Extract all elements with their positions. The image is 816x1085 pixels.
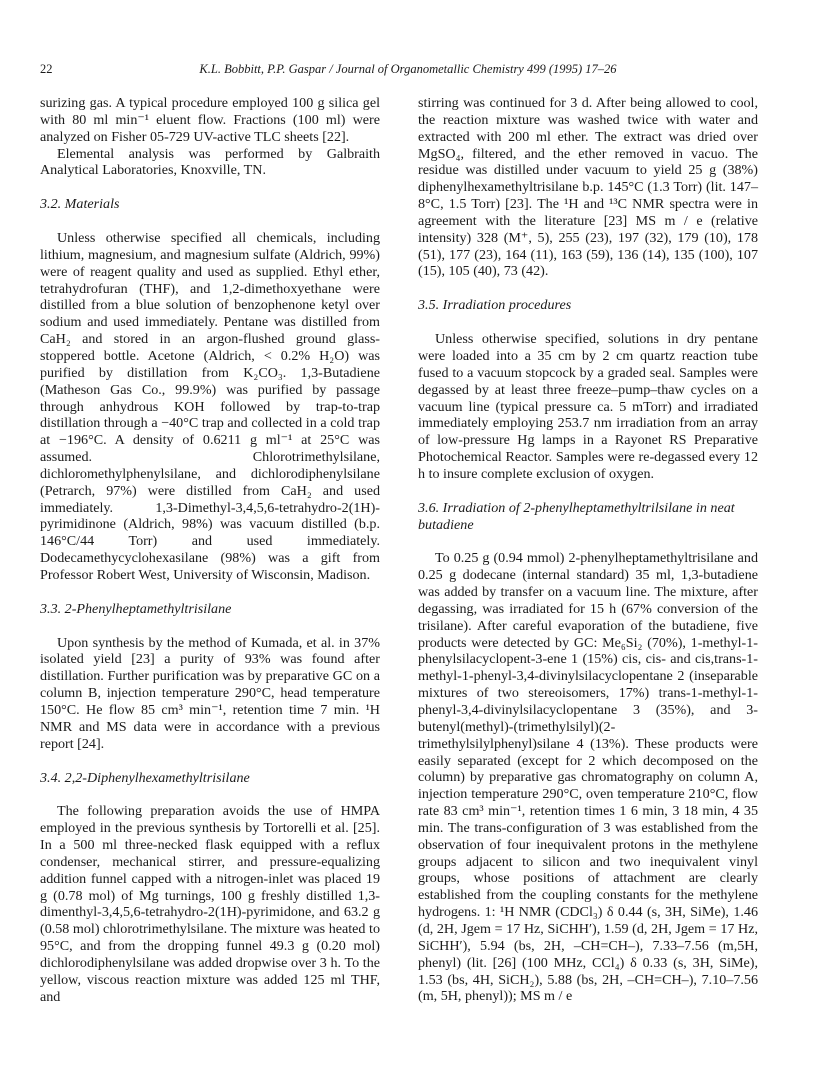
running-head: K.L. Bobbitt, P.P. Gaspar / Journal of Organometallic Chemistry 499 (1995) 17–26 bbox=[199, 62, 617, 76]
left-column bbox=[40, 95, 380, 1006]
paragraph: Unless otherwise specified all chemicals, including lithium, magnesium, and magnesium sulfate (Aldrich, 99%) were of reagent quality and used as supplied. Ethyl ether, tetrahydrofuran (THF), and 1,2-dimethoxyethane were distilled from a blue solution of benzophenone ketyl over sodium and used immediately. Pentane was distilled from CaH₂ and stored in an argon-flushed ground glass-stoppered bottle. Acetone (Aldrich, < 0.2% H₂O) was purified by distillation from K₂CO₃. 1,3-Butadiene (Matheson Gas Co., 99.9%) was purified by passage through anhydrous KOH followed by trap-to-trap distillation through a −40°C trap and collected in a cold trap at −196°C. A density of 0.6211 g ml⁻¹ at 25°C was assumed. Chlorotrimethylsilane, dichloromethylphenylsilane, and dichlorodiphenylsilane (Petrarch, 97%) were distilled from CaH₂ and used immediately. 1,3-Dimethyl-3,4,5,6-tetrahydro-2(1H)-pyrimidinone (Aldrich, 98%) was vacuum distilled (b.p. 146°C/44 Torr) and used immediately. Dodecamethycyclohexasilane (98%) was a gift from Professor Robert West, University of Wisconsin, Madison. bbox=[40, 230, 380, 583]
section-heading: 3.2. Materials bbox=[40, 196, 120, 213]
section-heading: 3.5. Irradiation procedures bbox=[418, 297, 572, 314]
page-number: 22 bbox=[40, 62, 53, 76]
paragraph: stirring was continued for 3 d. After being allowed to cool, the reaction mixture was washed twice with water and extracted with 200 ml ether. The extract was dried over MgSO₄, filtered, and the ether removed in vacuo. The residue was distilled under vacuum to yield 25 g (38%) diphenylhexamethyltrisilane b.p. 145°C (1.3 Torr) (lit. 147–8°C, 1.5 Torr) [23]. The ¹H and ¹³C NMR spectra were in agreement with the literature [23] MS m / e (relative intensity) 328 (M⁺, 5), 255 (23), 197 (32), 179 (10), 178 (51), 177 (23), 164 (11), 163 (59), 136 (14), 135 (100), 107 (15), 105 (40), 73 (42). bbox=[418, 95, 758, 280]
page-header bbox=[40, 62, 776, 82]
section-heading: 3.3. 2-Phenylheptamethyltrisilane bbox=[40, 600, 232, 617]
section-heading: 3.4. 2,2-Diphenylhexamethyltrisilane bbox=[40, 769, 250, 786]
paragraph: Unless otherwise specified, solutions in dry pentane were loaded into a 35 cm by 2 cm quartz reaction tube fused to a vacuum stopcock by a graded seal. Samples were degassed by at least three freeze–pump–thaw cycles on a vacuum line (typical pressure ca. 5 mTorr) and irradiated immediately employing 253.7 nm irradiation from an array of low-pressure Hg lamps in a Rayonet RS Preparative Photochemical Reactor. Samples were re-degassed every 12 h to insure complete exclusion of oxygen. bbox=[418, 331, 758, 482]
paragraph: Upon synthesis by the method of Kumada, et al. in 37% isolated yield [23] a purity of 93% was found after distillation. Further purification was by preparative GC on a column B, injection temperature 290°C, head temperature 150°C. He flow 85 cm³ min⁻¹, retention time 7 min. ¹H NMR and MS data were in accordance with a previous report [24]. bbox=[40, 634, 380, 752]
right-column bbox=[418, 95, 758, 1005]
paragraph: Elemental analysis was performed by Galbraith Analytical Laboratories, Knoxville, TN. bbox=[40, 145, 380, 179]
paragraph: The following preparation avoids the use of HMPA employed in the previous synthesis by Tortorelli et al. [25]. In a 500 ml three-necked flask equipped with a reflux condenser, mechanical stirrer, and pressure-equalizing addition funnel capped with a nitrogen-inlet was placed 19 g (0.78 mol) of Mg turnings, 100 g freshly distilled 1,3-dimenthyl-3,4,5,6-tetrahydro-2(1H)-pyrimidone, and 63.2 g (0.58 mol) chlorotrimethylsilane. The mixture was heated to 95°C, and from the dropping funnel 49.3 g (0.20 mol) dichlorodiphenylsilane was added dropwise over 3 h. To the yellow, viscous reaction mixture was added 125 ml THF, and bbox=[40, 803, 380, 1005]
paragraph: To 0.25 g (0.94 mmol) 2-phenylheptamethyltrisilane and 0.25 g dodecane (internal standard) 35 ml, 1,3-butadiene was added by transfer on a vacuum line. The mixture, after degassing, was irradiated for 15 h (67% conversion of the trisilane). After careful evaporation of the butadiene, five products were detected by GC: Me₆Si₂ (70%), 1-methyl-1-phenylsilacyclopent-3-ene 1 (15%) cis, cis- and cis,trans-1-methyl-1-phenyl-3,4-divinylsilacyclopentane 2 (inseparable mixtures of two stereoisomers, 17%) trans-1-methyl-1-phenyl-3,4-divinylsilacyclopentane 3 (35%), and 3-butenyl(methyl)-(trimethylsilyl)(2-trimethylsilylphenyl)silane 4 (13%). These products were easily separated (except for 2 which decomposed on the column) by preparative gas chromatography on column A, injection temperature 290°C, oven temperature 210°C, flow rate 83 cm³ min⁻¹, retention times 1 6 min, 3 18 min, 4 35 min. The trans-configuration of 3 was established from the observation of four inequivalent protons in the methylene groups adjacent to silicon and two inequivalent vinyl groups, whose positions of attachment are clearly established from the coupling constants for the methylene hydrogens. 1: ¹H NMR (CDCl₃) δ 0.44 (s, 3H, SiMe), 1.46 (d, 2H, Jgem = 17 Hz, SiCHH′), 1.59 (d, 2H, Jgem = 17 Hz, SiCHH′), 5.94 (bs, 2H, –CH=CH–), 7.33–7.56 (m,5H, phenyl) (lit. [26] (100 MHz, CCl₄) δ 0.33 (s, 3H, SiMe), 1.53 (bs, 4H, SiCH₂), 5.88 (bs, 2H, –CH=CH–), 7.10–7.56 (m, 5H, phenyl)); MS m / e bbox=[418, 550, 758, 1005]
section-heading: 3.6. Irradiation of 2-phenylheptamethyltrilsilane in neat butadiene bbox=[418, 499, 735, 533]
paragraph: surizing gas. A typical procedure employed 100 g silica gel with 80 ml min⁻¹ eluent flow. Fractions (100 ml) were analyzed on Fisher 05-729 UV-active TLC sheets [22]. bbox=[40, 95, 380, 145]
